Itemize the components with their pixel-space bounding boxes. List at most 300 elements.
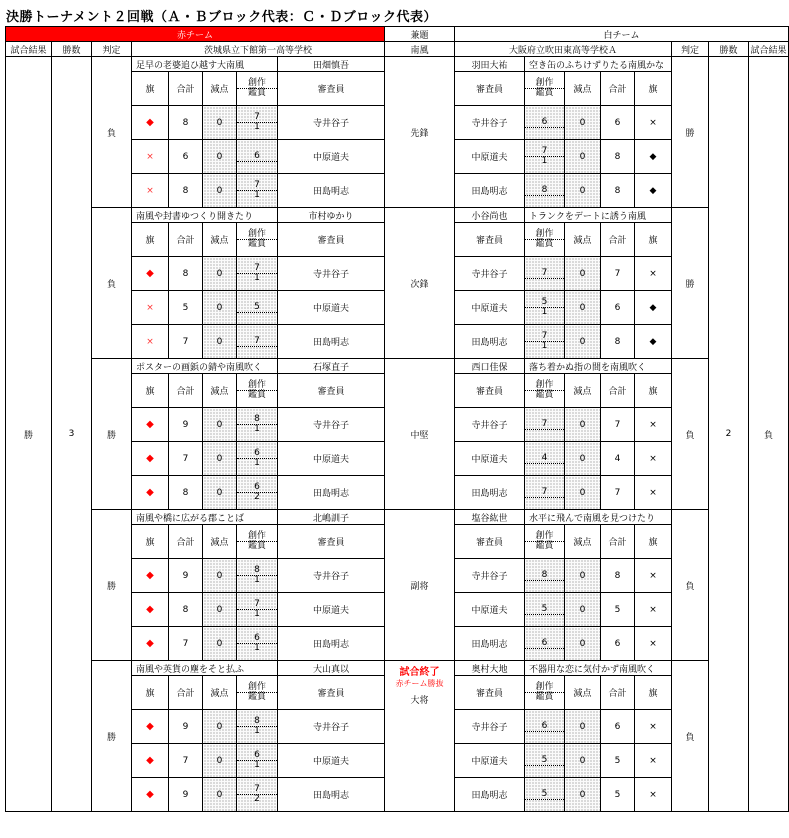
white-score-create: 7 [525,332,564,342]
white-score-create: 6 [525,118,564,128]
red-haiku: 南風や英貨の塵をそと払ふ [132,661,278,676]
white-score-create: 5 [525,756,564,766]
white-penalty: 0 [565,559,601,593]
red-score-create: 8 [237,717,277,727]
red-total: 9 [169,559,203,593]
white-flag: × [635,593,672,627]
red-flag: ◆ [132,778,169,812]
red-judge-name: 田島明志 [278,627,385,661]
red-penalty: 0 [203,140,237,174]
red-total-header: 合計 [169,223,203,257]
red-score [237,140,278,174]
white-penalty: 0 [565,593,601,627]
red-score-create: 5 [237,303,277,313]
bout-haiku-row [6,661,789,676]
red-flag: ◆ [132,257,169,291]
red-score-header-create: 創作 [237,230,277,240]
red-poet-name: 石塚直子 [278,359,385,374]
red-judge-name: 寺井谷子 [278,559,385,593]
bout-haiku-row [6,510,789,525]
white-flag: × [635,257,672,291]
red-judges-header: 審査員 [278,223,385,257]
white-poet-name: 奥村大地 [455,661,525,676]
white-haiku: 不器用な恋に気付かず南風吹く [525,661,672,676]
white-haiku: 空き缶のふちけずりたる南風かな [525,57,672,72]
white-total: 8 [601,559,635,593]
red-total: 8 [169,476,203,510]
white-score [525,744,565,778]
red-judge-name: 田島明志 [278,325,385,359]
red-haiku: 南風や封書ゆつくり開きたり [132,208,278,223]
bout-position: 中堅 [385,359,455,510]
white-score-create: 8 [525,571,564,581]
red-judges-header: 審査員 [278,676,385,710]
red-score-appreciate: 1 [254,575,260,585]
red-score [237,778,278,812]
kendai-label: 兼題 [385,27,455,42]
white-score [525,710,565,744]
red-haiku: ポスターの画鋲の錆や南風吹く [132,359,278,374]
red-score-create: 7 [237,785,277,795]
red-flag: × [132,325,169,359]
white-total: 6 [601,106,635,140]
white-flag: ◆ [635,174,672,208]
white-score-appreciate: 1 [541,156,548,166]
white-bout-judgement: 負 [672,661,709,812]
red-penalty: 0 [203,593,237,627]
bout-haiku-row [6,57,789,72]
white-haiku: 水平に飛んで南風を見つけたり [525,510,672,525]
column-header-row [6,42,789,57]
red-total: 9 [169,778,203,812]
white-flag: × [635,408,672,442]
red-flag-header: 旗 [132,676,169,710]
red-score [237,710,278,744]
red-score [237,325,278,359]
red-score [237,559,278,593]
white-flag-header: 旗 [635,72,672,106]
red-penalty-header: 減点 [203,676,237,710]
topic-label: 南風 [385,42,455,57]
red-judges-header: 審査員 [278,525,385,559]
white-score-create: 5 [525,605,564,615]
white-score-header [525,72,565,106]
white-bout-judgement: 勝 [672,57,709,208]
red-total-header: 合計 [169,72,203,106]
white-judge-name: 寺井谷子 [455,559,525,593]
match-end-label: 試合終了 [399,667,440,678]
white-score-header-create: 創作 [525,230,564,240]
red-score-appreciate: 1 [254,122,260,132]
red-flag: ◆ [132,408,169,442]
white-score-create: 6 [525,722,564,732]
white-flag: × [635,476,672,510]
white-score [525,174,565,208]
white-score-header-appreciate: 鑑賞 [535,390,554,400]
red-penalty: 0 [203,778,237,812]
red-flag-header: 旗 [132,525,169,559]
white-judge-name: 寺井谷子 [455,257,525,291]
white-score [525,140,565,174]
red-match-wins: 3 [52,57,92,812]
white-flag: × [635,559,672,593]
white-bout-judgement: 負 [672,359,709,510]
white-penalty: 0 [565,140,601,174]
red-judge-name: 中原道夫 [278,442,385,476]
white-judges-header: 審査員 [455,374,525,408]
white-score-appreciate: 1 [541,307,548,317]
red-flag-header: 旗 [132,223,169,257]
white-flag-header: 旗 [635,525,672,559]
bout-haiku-row [6,208,789,223]
white-score [525,408,565,442]
white-penalty: 0 [565,442,601,476]
white-judge-name: 中原道夫 [455,744,525,778]
red-judge-name: 中原道夫 [278,744,385,778]
white-judge-name: 田島明志 [455,627,525,661]
white-score-create: 7 [525,488,564,498]
red-flag: × [132,291,169,325]
red-score [237,593,278,627]
white-score-appreciate: 1 [541,341,548,351]
red-penalty: 0 [203,744,237,778]
white-total: 7 [601,257,635,291]
red-score [237,408,278,442]
white-penalty: 0 [565,291,601,325]
white-score-header-appreciate: 鑑賞 [535,88,554,98]
red-score [237,257,278,291]
red-total: 8 [169,593,203,627]
white-judge-name: 田島明志 [455,174,525,208]
white-score-header-appreciate: 鑑賞 [535,541,554,551]
white-wins-header: 勝数 [709,42,749,57]
red-judge-name: 寺井谷子 [278,408,385,442]
team-header-row [6,27,789,42]
white-judge-name: 寺井谷子 [455,408,525,442]
red-score-appreciate: 1 [254,424,260,434]
red-score-appreciate: 1 [254,190,260,200]
white-poet-name: 塩谷紘世 [455,510,525,525]
red-score-create: 8 [237,415,277,425]
white-total: 7 [601,476,635,510]
white-score-create: 5 [525,298,564,308]
white-total-header: 合計 [601,374,635,408]
white-score-create: 8 [525,186,564,196]
white-score-header [525,676,565,710]
white-penalty: 0 [565,744,601,778]
red-penalty: 0 [203,442,237,476]
white-penalty-header: 減点 [565,525,601,559]
white-flag: × [635,710,672,744]
red-poet-name: 北嶋訓子 [278,510,385,525]
red-flag: ◆ [132,593,169,627]
red-judge-name: 寺井谷子 [278,710,385,744]
white-result-header: 試合結果 [749,42,789,57]
white-penalty-header: 減点 [565,223,601,257]
white-flag: ◆ [635,140,672,174]
red-judge-name: 田島明志 [278,476,385,510]
red-haiku: 南風や橋に広がる郡ことば [132,510,278,525]
white-score [525,257,565,291]
white-score-create: 4 [525,454,564,464]
red-score-appreciate: 2 [254,794,260,804]
red-score-header-create: 創作 [237,532,277,542]
white-penalty: 0 [565,174,601,208]
red-penalty: 0 [203,627,237,661]
white-penalty-header: 減点 [565,676,601,710]
white-match-wins: 2 [709,57,749,812]
red-bout-judgement: 勝 [92,510,132,661]
red-total: 7 [169,744,203,778]
white-score [525,559,565,593]
white-match-result: 負 [749,57,789,812]
white-total: 4 [601,442,635,476]
bout-position [385,661,455,812]
red-poet-name: 大山真以 [278,661,385,676]
red-score [237,627,278,661]
red-score [237,476,278,510]
white-total: 6 [601,291,635,325]
red-total: 7 [169,627,203,661]
red-score-create: 7 [237,600,277,610]
red-penalty-header: 減点 [203,374,237,408]
bout-position-label: 大将 [410,696,429,706]
red-score-create: 6 [237,152,277,162]
red-penalty-header: 減点 [203,525,237,559]
red-flag: × [132,140,169,174]
white-penalty: 0 [565,778,601,812]
red-bout-judgement: 勝 [92,661,132,812]
red-flag: ◆ [132,744,169,778]
red-score-header [237,72,278,106]
white-score [525,325,565,359]
white-score-header [525,223,565,257]
white-judge-name: 寺井谷子 [455,710,525,744]
white-haiku: トランクをデートに誘う南風 [525,208,672,223]
red-score-create: 6 [237,449,277,459]
white-total: 5 [601,593,635,627]
red-score [237,106,278,140]
red-bout-judgement: 勝 [92,359,132,510]
white-penalty: 0 [565,408,601,442]
white-judges-header: 審査員 [455,676,525,710]
match-end-sub: 赤チーム勝抜 [395,679,444,688]
red-score-create: 6 [237,634,277,644]
white-flag: ◆ [635,325,672,359]
white-judges-header: 審査員 [455,525,525,559]
white-score [525,442,565,476]
white-bout-judgement: 負 [672,510,709,661]
red-score-appreciate: 1 [254,643,260,653]
white-judge-name: 寺井谷子 [455,106,525,140]
white-total-header: 合計 [601,676,635,710]
white-score-header [525,374,565,408]
white-score-header [525,525,565,559]
red-judge-name: 中原道夫 [278,291,385,325]
white-team-label: 白チーム [455,27,789,42]
red-total: 9 [169,710,203,744]
white-poet-name: 小谷尚也 [455,208,525,223]
red-score-create: 6 [237,751,277,761]
red-total: 6 [169,140,203,174]
red-flag: × [132,174,169,208]
red-score-header-appreciate: 鑑賞 [247,541,266,551]
red-penalty: 0 [203,559,237,593]
red-flag: ◆ [132,106,169,140]
red-total-header: 合計 [169,525,203,559]
white-total: 8 [601,325,635,359]
red-judges-header: 審査員 [278,374,385,408]
red-total: 8 [169,174,203,208]
white-judge-name: 中原道夫 [455,593,525,627]
white-total: 6 [601,627,635,661]
red-penalty: 0 [203,476,237,510]
white-school-name: 大阪府立吹田東高等学校Ａ [455,42,672,57]
white-judge-name: 中原道夫 [455,291,525,325]
red-judge-name: 寺井谷子 [278,257,385,291]
red-team-label: 赤チーム [6,27,385,42]
red-penalty: 0 [203,325,237,359]
red-flag: ◆ [132,442,169,476]
white-penalty: 0 [565,710,601,744]
white-total: 8 [601,140,635,174]
white-total-header: 合計 [601,525,635,559]
red-flag: ◆ [132,476,169,510]
bout-position: 先鋒 [385,57,455,208]
white-total: 5 [601,744,635,778]
white-score [525,778,565,812]
red-score-appreciate: 1 [254,726,260,736]
red-judge-name: 田島明志 [278,778,385,812]
white-penalty: 0 [565,476,601,510]
red-school-name: 茨城県立下館第一高等学校 [132,42,385,57]
red-penalty-header: 減点 [203,72,237,106]
red-score-header-appreciate: 鑑賞 [247,692,266,702]
red-score-header [237,374,278,408]
red-score-create: 7 [237,337,277,347]
red-poet-name: 田畑慎吾 [278,57,385,72]
white-penalty-header: 減点 [565,72,601,106]
white-judge-header: 判定 [672,42,709,57]
white-score-header-create: 創作 [525,683,564,693]
red-score-create: 8 [237,566,277,576]
red-total: 8 [169,257,203,291]
red-judge-name: 寺井谷子 [278,106,385,140]
red-flag-header: 旗 [132,72,169,106]
red-score-appreciate: 1 [254,609,260,619]
white-score-header-appreciate: 鑑賞 [535,692,554,702]
red-bout-judgement: 負 [92,208,132,359]
red-score-header-appreciate: 鑑賞 [247,239,266,249]
red-poet-name: 市村ゆかり [278,208,385,223]
white-penalty: 0 [565,106,601,140]
red-bout-judgement: 負 [92,57,132,208]
red-score [237,744,278,778]
red-total: 8 [169,106,203,140]
red-score [237,174,278,208]
red-score-appreciate: 1 [254,273,260,283]
red-total: 9 [169,408,203,442]
white-penalty-header: 減点 [565,374,601,408]
red-score-create: 7 [237,181,277,191]
white-judge-name: 田島明志 [455,476,525,510]
white-penalty: 0 [565,627,601,661]
white-total-header: 合計 [601,223,635,257]
white-judge-name: 田島明志 [455,778,525,812]
red-score-header-create: 創作 [237,381,277,391]
white-judge-name: 中原道夫 [455,140,525,174]
white-penalty: 0 [565,257,601,291]
red-penalty: 0 [203,710,237,744]
red-penalty-header: 減点 [203,223,237,257]
red-judge-name: 田島明志 [278,174,385,208]
red-flag: ◆ [132,710,169,744]
red-flag: ◆ [132,627,169,661]
bout-position: 副将 [385,510,455,661]
bout-position: 次鋒 [385,208,455,359]
white-total: 7 [601,408,635,442]
red-score-create: 7 [237,264,277,274]
red-penalty: 0 [203,408,237,442]
white-score [525,593,565,627]
red-total-header: 合計 [169,374,203,408]
white-judge-name: 田島明志 [455,325,525,359]
bout-haiku-row [6,359,789,374]
red-haiku: 足早の老婆追ひ越す大南風 [132,57,278,72]
red-wins-header: 勝数 [52,42,92,57]
white-flag-header: 旗 [635,374,672,408]
white-score [525,627,565,661]
white-total: 5 [601,778,635,812]
red-result-header: 試合結果 [6,42,52,57]
red-penalty: 0 [203,106,237,140]
white-flag-header: 旗 [635,676,672,710]
white-score-header-create: 創作 [525,79,564,89]
white-total: 8 [601,174,635,208]
page-title: 決勝トーナメント２回戦（Ａ・Ｂブロック代表：Ｃ・Ｄブロック代表） [6,10,437,25]
red-flag: ◆ [132,559,169,593]
red-score-header-appreciate: 鑑賞 [247,390,266,400]
red-score-appreciate: 1 [254,760,260,770]
white-poet-name: 西口佳保 [455,359,525,374]
red-penalty: 0 [203,291,237,325]
red-judge-header: 判定 [92,42,132,57]
results-table [5,26,789,812]
white-score [525,476,565,510]
white-flag: × [635,442,672,476]
red-judge-name: 中原道夫 [278,140,385,174]
white-flag: × [635,744,672,778]
white-flag: × [635,106,672,140]
red-score-appreciate: 1 [254,458,260,468]
white-score-header-create: 創作 [525,381,564,391]
white-haiku: 落ち着かぬ指の間を南風吹く [525,359,672,374]
white-flag: × [635,627,672,661]
white-poet-name: 羽田大祐 [455,57,525,72]
white-score-create: 7 [525,147,564,157]
white-total: 6 [601,710,635,744]
red-penalty: 0 [203,174,237,208]
white-score [525,106,565,140]
white-score-header-create: 創作 [525,532,564,542]
white-score-create: 7 [525,420,564,430]
white-score [525,291,565,325]
white-score-create: 7 [525,269,564,279]
red-judges-header: 審査員 [278,72,385,106]
red-score-header [237,525,278,559]
red-total: 7 [169,442,203,476]
white-flag-header: 旗 [635,223,672,257]
